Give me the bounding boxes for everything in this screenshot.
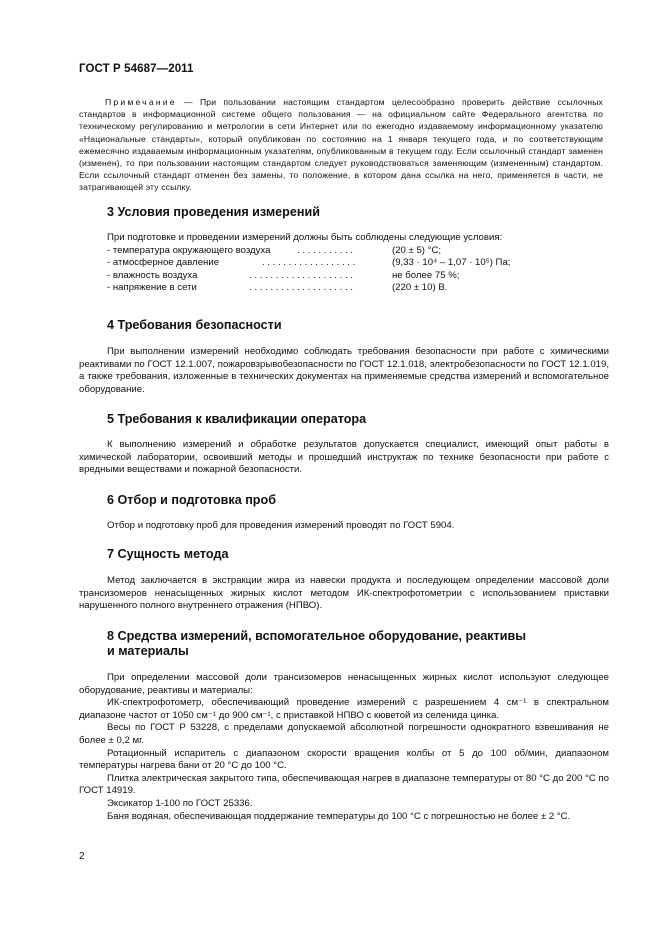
section-4-text: При выполнении измерений необходимо соблюдать требования безопасности при работе с химическими реактивами по ГОСТ 12.1.007, пожаровзрывобезопасности по ГОСТ 12.1.018, электробезопасности по ГОСТ 12.1.019, а также требования, изложенные в технических документах на применяемые средства измерений и вспомогательное оборудование. <box>79 346 609 395</box>
condition-leader: . . . . . . . . . . . . . . . . . . . . <box>249 282 353 294</box>
page-number: 2 <box>79 851 85 862</box>
conditions-list <box>79 245 609 295</box>
section-7-text: Метод заключается в экстракции жира из навески продукта и последующем определении массовой доли трансизомеров ненасыщенных жирных кислот методом ИК-спектрофотометрии с использованием приставки нарушенного полного внутреннего отражения (НПВО). <box>79 575 609 612</box>
condition-leader: . . . . . . . . . . . . . . . . . . <box>262 257 356 269</box>
condition-leader: . . . . . . . . . . . <box>297 244 353 256</box>
section-4 <box>79 318 609 396</box>
condition-value: не более 75 %; <box>392 269 460 281</box>
section-8-paragraph: Баня водяная, обеспечивающая поддержание температуры до 100 °С с погрешностью не более ± 2 °С. <box>107 810 571 822</box>
condition-item <box>79 270 609 283</box>
section-8-title-line1: 8 Средства измерений, вспомогательное оборудование, реактивы <box>107 629 526 643</box>
section-7 <box>79 547 609 613</box>
section-6 <box>79 493 609 533</box>
condition-item <box>79 245 609 258</box>
condition-label: - напряжение в сети <box>107 282 197 294</box>
note-block <box>79 96 603 194</box>
note-text: — При пользовании настоящим стандартом целесообразно проверить действие ссылочных стандартов в информационной системе общего пользования — на официальном сайте Федерального агентства по техническому регулированию и метрологии в сети Интернет или по ежегодно издаваемому информационному указателю «Национальные стандарты», который опубликован по состоянию на 1 января текущего года, и по соответствующим ежемесячно издаваемым информационным указателям, опубликованным в текущем году. Если ссылочный стандарт заменен (изменен), то при пользовании настоящим стандартом следует руководствоваться заменяющим (измененным) стандартом. Если ссылочный стандарт отменен без замены, то положение, в котором дана ссылка на него, применяется в части, не затрагивающей эту ссылку. <box>79 97 603 193</box>
section-5 <box>79 412 609 477</box>
condition-leader: . . . . . . . . . . . . . . . . . . . . <box>249 269 353 281</box>
section-8-paragraph: Весы по ГОСТ Р 53228, с пределами допускаемой абсолютной погрешности однократного взвешивания не более ± 0,2 мг. <box>79 722 609 746</box>
condition-item <box>79 282 609 295</box>
condition-label: - влажность воздуха <box>107 269 198 281</box>
section-8-title <box>107 629 609 659</box>
section-8-paragraph: Плитка электрическая закрытого типа, обеспечивающая нагрев в диапазоне температуры от 80 °С до 200 °С по ГОСТ 14919. <box>79 772 609 797</box>
section-3-title: 3 Условия проведения измерений <box>107 205 320 219</box>
section-8 <box>79 629 609 823</box>
section-8-paragraph: При определении массовой доли трансизомеров ненасыщенных жирных кислот используют следующее оборудование, реактивы и материалы: <box>79 672 609 696</box>
section-8-paragraph: ИК-спектрофотометр, обеспечивающий проведение измерений с разрешением 4 см⁻¹ в спектральном диапазоне частот от 1050 см⁻¹ до 900 см⁻¹, с приставкой НПВО с кюветой из селенида цинка. <box>79 697 609 721</box>
condition-item <box>79 257 609 270</box>
section-3-intro: При подготовке и проведении измерений должны быть соблюдены следующие условия: <box>107 232 503 243</box>
section-5-title: 5 Требования к квалификации оператора <box>107 412 367 426</box>
section-3 <box>79 205 609 295</box>
condition-label: - температура окружающего воздуха <box>107 244 271 256</box>
section-6-title: 6 Отбор и подготовка проб <box>107 493 276 507</box>
condition-value: (9,33 · 10⁴ – 1,07 · 10⁵) Па; <box>392 257 511 269</box>
condition-label: - атмосферное давление <box>107 257 220 269</box>
section-8-paragraph: Ротационный испаритель с диапазоном скорости вращения колбы от 5 до 100 об/мин, диапазоном температуры нагрева бани от 20 °С до 100 °С. <box>79 747 609 772</box>
section-4-title: 4 Требования безопасности <box>107 318 282 332</box>
section-7-title: 7 Сущность метода <box>107 547 229 561</box>
section-8-paragraph: Эксикатор 1-100 по ГОСТ 25336. <box>107 797 253 809</box>
document-header: ГОСТ Р 54687—2011 <box>79 63 194 75</box>
section-5-text: К выполнению измерений и обработке результатов допускается специалист, имеющий опыт работы в химической лаборатории, освоивший методы и прошедший инструктаж по технике безопасности при работе с вредными веществами и пожарной безопасности. <box>79 439 609 476</box>
note-label: Примечание <box>105 97 177 107</box>
condition-value: (20 ± 5) °С; <box>392 244 442 256</box>
condition-value: (220 ± 10) В. <box>392 282 448 294</box>
section-6-text: Отбор и подготовку проб для проведения измерений проводят по ГОСТ 5904. <box>107 520 455 531</box>
note-paragraph <box>79 96 603 194</box>
section-8-title-line2: и материалы <box>107 644 189 658</box>
